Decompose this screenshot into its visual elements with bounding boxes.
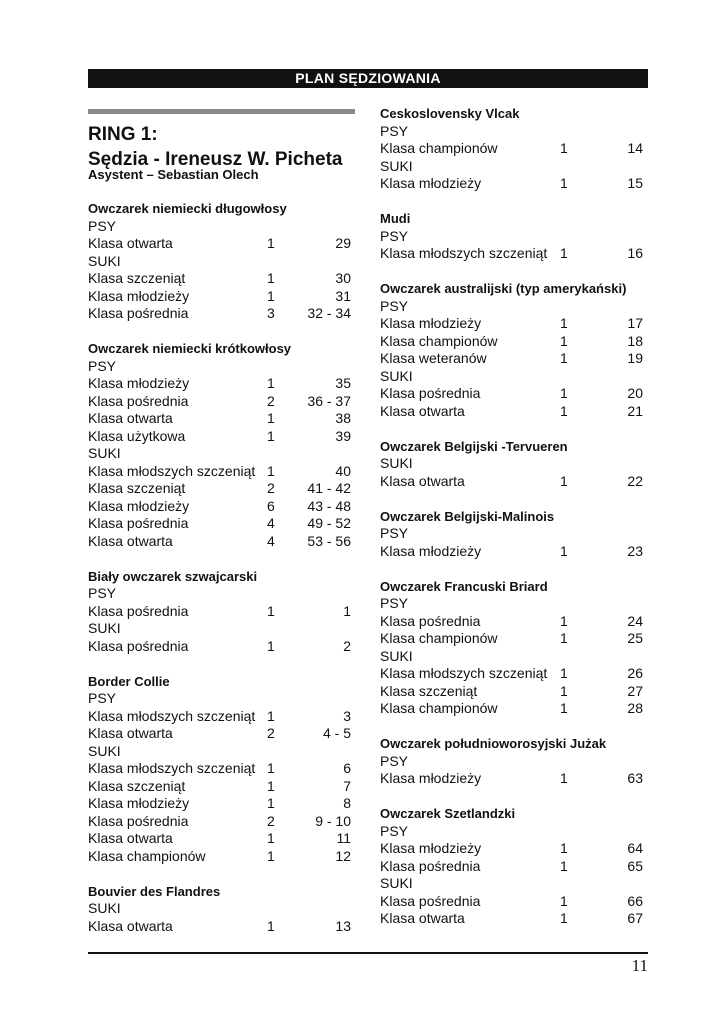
class-name: Klasa młodzieży <box>88 287 190 304</box>
class-name: Klasa młodszych szczeniąt <box>380 665 548 681</box>
catalog-numbers: 12 <box>335 847 351 864</box>
entry-count: 1 <box>560 840 568 856</box>
catalog-numbers: 39 <box>335 427 351 444</box>
breed-section <box>88 340 351 550</box>
catalog-numbers: 21 <box>627 402 643 419</box>
entry-count: 1 <box>560 332 568 349</box>
class-row <box>88 813 351 831</box>
entry-count: 1 <box>267 707 275 724</box>
breed-name: Bouvier des Flandres <box>88 883 221 899</box>
catalog-numbers: 4 - 5 <box>322 725 351 741</box>
catalog-numbers: 14 <box>627 140 643 156</box>
entry-count: 1 <box>560 402 568 419</box>
entry-count: 1 <box>560 700 568 716</box>
catalog-numbers: 22 <box>627 472 643 489</box>
class-name: Klasa młodzieży <box>380 542 482 559</box>
catalog-numbers: 27 <box>627 682 643 699</box>
class-name: Klasa młodzieży <box>88 795 190 811</box>
class-row <box>88 480 351 498</box>
entry-count: 4 <box>267 515 275 531</box>
class-name: Klasa użytkowa <box>88 427 186 444</box>
breed-section <box>88 200 351 323</box>
class-row <box>380 140 643 158</box>
class-name: Klasa championów <box>380 140 498 156</box>
class-row <box>380 473 643 491</box>
class-row <box>380 613 643 631</box>
entry-count: 1 <box>267 637 275 654</box>
breed-name: Owczarek Szetlandzki <box>380 806 516 821</box>
class-name: Klasa szczeniąt <box>88 777 186 794</box>
catalog-numbers: 31 <box>335 287 351 304</box>
catalog-numbers: 67 <box>627 910 643 926</box>
class-row <box>88 410 351 428</box>
catalog-numbers: 28 <box>627 700 643 716</box>
breed-name: Owczarek niemiecki długowłosy <box>88 201 287 216</box>
entry-count: 1 <box>560 350 568 366</box>
catalog-numbers: 13 <box>335 917 351 934</box>
left-column <box>88 200 351 953</box>
footer-divider <box>88 952 648 954</box>
class-row <box>88 778 351 796</box>
entry-count: 2 <box>267 812 275 829</box>
class-name: Klasa młodzieży <box>380 315 482 331</box>
entry-count: 1 <box>560 385 568 401</box>
ring-title: RING 1: <box>88 124 158 145</box>
entry-count: 1 <box>560 175 568 191</box>
catalog-numbers: 23 <box>627 542 643 559</box>
class-name: Klasa pośrednia <box>88 305 189 321</box>
entry-count: 3 <box>267 305 275 321</box>
sex-label: SUKI <box>380 367 413 384</box>
catalog-numbers: 66 <box>627 892 643 909</box>
class-row <box>380 893 643 911</box>
sex-label: PSY <box>88 585 117 601</box>
class-name: Klasa otwarta <box>88 830 173 846</box>
breed-name: Border Collie <box>88 673 170 689</box>
sex-label: SUKI <box>88 445 121 461</box>
breed-section <box>380 210 643 263</box>
class-row <box>380 858 643 876</box>
class-row <box>88 638 351 656</box>
class-name: Klasa młodzieży <box>380 770 482 786</box>
catalog-numbers: 35 <box>335 375 351 391</box>
class-name: Klasa otwarta <box>380 402 465 419</box>
entry-count: 1 <box>560 665 568 681</box>
entry-count: 1 <box>560 315 568 331</box>
entry-count: 1 <box>267 462 275 479</box>
entry-count: 2 <box>267 480 275 496</box>
class-name: Klasa pośrednia <box>380 612 481 629</box>
class-row <box>380 385 643 403</box>
entry-count: 2 <box>267 392 275 409</box>
class-row <box>88 498 351 516</box>
ring-divider <box>88 109 355 114</box>
class-row <box>380 543 643 561</box>
breed-section <box>380 438 643 491</box>
catalog-numbers: 24 <box>627 612 643 629</box>
catalog-numbers: 25 <box>627 630 643 646</box>
entry-count: 1 <box>267 270 275 286</box>
class-name: Klasa otwarta <box>88 725 173 741</box>
entry-count: 1 <box>267 777 275 794</box>
class-row <box>88 270 351 288</box>
class-name: Klasa pośrednia <box>88 602 189 619</box>
class-row <box>380 910 643 928</box>
entry-count: 1 <box>560 770 568 786</box>
class-name: Klasa championów <box>380 630 498 646</box>
class-row <box>88 603 351 621</box>
catalog-numbers: 19 <box>627 350 643 366</box>
breed-section <box>88 568 351 656</box>
class-row <box>88 795 351 813</box>
class-row <box>88 848 351 866</box>
class-row <box>380 700 643 718</box>
breed-name: Owczarek Belgijski-Malinois <box>380 508 555 524</box>
sex-label: SUKI <box>88 900 121 916</box>
class-name: Klasa młodzieży <box>380 840 482 856</box>
sex-label: PSY <box>88 217 117 234</box>
sex-label: SUKI <box>88 742 121 759</box>
class-row <box>88 760 351 778</box>
catalog-numbers: 1 <box>343 602 351 619</box>
sex-label: PSY <box>88 690 117 706</box>
catalog-numbers: 2 <box>343 637 351 654</box>
breed-name: Biały owczarek szwajcarski <box>88 568 258 584</box>
class-name: Klasa młodzieży <box>380 175 482 191</box>
class-name: Klasa szczeniąt <box>88 270 186 286</box>
entry-count: 1 <box>560 542 568 559</box>
class-row <box>88 830 351 848</box>
sex-label: PSY <box>380 525 409 541</box>
sex-label: SUKI <box>88 252 121 269</box>
breed-name: Owczarek południoworosyjski Jużak <box>380 736 607 751</box>
sex-label: SUKI <box>88 620 121 636</box>
class-name: Klasa młodzieży <box>88 375 190 391</box>
sex-label: SUKI <box>380 455 413 471</box>
breed-name: Owczarek Francuski Briard <box>380 578 548 594</box>
class-name: Klasa otwarta <box>88 532 173 549</box>
catalog-numbers: 53 - 56 <box>307 532 351 549</box>
catalog-numbers: 26 <box>627 665 643 681</box>
class-row <box>88 515 351 533</box>
catalog-numbers: 15 <box>627 175 643 191</box>
catalog-numbers: 8 <box>343 795 351 811</box>
entry-count: 1 <box>267 760 275 776</box>
entry-count: 4 <box>267 532 275 549</box>
breed-name: Ceskoslovensky Vlcak <box>380 106 520 121</box>
class-name: Klasa pośrednia <box>88 515 189 531</box>
class-name: Klasa młodszych szczeniąt <box>88 462 256 479</box>
entry-count: 1 <box>267 795 275 811</box>
catalog-numbers: 43 - 48 <box>307 497 351 514</box>
breed-section <box>380 805 643 928</box>
class-row <box>380 840 643 858</box>
catalog-numbers: 64 <box>627 840 643 856</box>
entry-count: 1 <box>560 472 568 489</box>
entry-count: 1 <box>267 375 275 391</box>
class-name: Klasa championów <box>88 847 206 864</box>
breed-name: Owczarek australijski (typ amerykański) <box>380 281 627 296</box>
class-name: Klasa weteranów <box>380 350 487 366</box>
class-row <box>88 375 351 393</box>
class-name: Klasa otwarta <box>380 910 465 926</box>
class-row <box>88 305 351 323</box>
class-row <box>88 288 351 306</box>
class-row <box>380 175 643 193</box>
sex-label: PSY <box>380 227 409 244</box>
entry-count: 1 <box>267 847 275 864</box>
sex-label: PSY <box>88 357 117 374</box>
class-row <box>380 245 643 263</box>
class-name: Klasa otwarta <box>88 235 173 251</box>
catalog-numbers: 18 <box>627 332 643 349</box>
entry-count: 1 <box>560 612 568 629</box>
entry-count: 1 <box>267 287 275 304</box>
class-row <box>88 393 351 411</box>
entry-count: 1 <box>560 140 568 156</box>
class-name: Klasa młodzieży <box>88 497 190 514</box>
ring-heading <box>88 122 368 172</box>
class-name: Klasa pośrednia <box>380 857 481 874</box>
catalog-numbers: 20 <box>627 385 643 401</box>
catalog-numbers: 3 <box>343 707 351 724</box>
class-row <box>88 235 351 253</box>
sex-label: PSY <box>380 822 409 839</box>
breed-section <box>380 508 643 561</box>
entry-count: 1 <box>267 830 275 846</box>
catalog-numbers: 32 - 34 <box>307 305 351 321</box>
catalog-numbers: 6 <box>343 760 351 776</box>
breed-name: Owczarek niemiecki krótkowłosy <box>88 341 292 356</box>
judge-name: Sędzia - Ireneusz W. Picheta <box>88 149 343 170</box>
catalog-numbers: 40 <box>335 462 351 479</box>
class-name: Klasa otwarta <box>88 410 173 426</box>
breed-section <box>88 673 351 866</box>
entry-count: 6 <box>267 497 275 514</box>
breed-section <box>380 735 643 788</box>
class-row <box>88 725 351 743</box>
class-row <box>88 463 351 481</box>
entry-count: 1 <box>560 682 568 699</box>
entry-count: 1 <box>560 892 568 909</box>
class-name: Klasa pośrednia <box>88 637 189 654</box>
class-row <box>380 630 643 648</box>
class-name: Klasa młodszych szczeniąt <box>88 760 256 776</box>
class-row <box>88 428 351 446</box>
catalog-numbers: 29 <box>335 235 351 251</box>
class-name: Klasa szczeniąt <box>380 682 478 699</box>
breed-section <box>380 105 643 193</box>
class-name: Klasa pośrednia <box>380 385 481 401</box>
catalog-numbers: 30 <box>335 270 351 286</box>
catalog-numbers: 7 <box>343 777 351 794</box>
catalog-numbers: 36 - 37 <box>307 392 351 409</box>
breed-section <box>380 578 643 718</box>
class-row <box>380 770 643 788</box>
entry-count: 1 <box>267 917 275 934</box>
entry-count: 1 <box>560 910 568 926</box>
class-name: Klasa championów <box>380 700 498 716</box>
entry-count: 1 <box>267 410 275 426</box>
catalog-numbers: 17 <box>627 315 643 331</box>
class-row <box>380 403 643 421</box>
entry-count: 1 <box>267 602 275 619</box>
sex-label: PSY <box>380 752 409 769</box>
page-number: 11 <box>631 956 648 975</box>
class-name: Klasa szczeniąt <box>88 480 186 496</box>
entry-count: 1 <box>267 235 275 251</box>
sex-label: PSY <box>380 297 409 314</box>
class-row <box>380 315 643 333</box>
entry-count: 1 <box>560 857 568 874</box>
sex-label: PSY <box>380 595 409 611</box>
class-row <box>380 333 643 351</box>
class-name: Klasa pośrednia <box>88 392 189 409</box>
sex-label: SUKI <box>380 157 413 174</box>
entry-count: 1 <box>560 630 568 646</box>
class-name: Klasa championów <box>380 332 498 349</box>
class-name: Klasa otwarta <box>380 472 465 489</box>
catalog-numbers: 49 - 52 <box>307 515 351 531</box>
class-name: Klasa otwarta <box>88 917 173 934</box>
class-name: Klasa młodszych szczeniąt <box>88 707 256 724</box>
entry-count: 2 <box>267 725 275 741</box>
breed-name: Owczarek Belgijski -Tervueren <box>380 438 568 454</box>
class-row <box>88 533 351 551</box>
assistant-name: Asystent – Sebastian Olech <box>88 167 259 182</box>
class-row <box>88 708 351 726</box>
catalog-numbers: 11 <box>336 830 351 846</box>
entry-count: 1 <box>267 427 275 444</box>
sex-label: SUKI <box>380 647 413 664</box>
entry-count: 1 <box>560 245 568 261</box>
class-row <box>88 918 351 936</box>
class-name: Klasa młodszych szczeniąt <box>380 245 548 261</box>
class-name: Klasa pośrednia <box>88 812 189 829</box>
class-row <box>380 350 643 368</box>
catalog-numbers: 41 - 42 <box>307 480 351 496</box>
breed-name: Mudi <box>380 211 411 226</box>
sex-label: SUKI <box>380 875 413 891</box>
class-name: Klasa pośrednia <box>380 892 481 909</box>
right-column <box>380 105 643 945</box>
sex-label: PSY <box>380 122 409 139</box>
catalog-numbers: 38 <box>335 410 351 426</box>
class-row <box>380 683 643 701</box>
catalog-numbers: 9 - 10 <box>315 812 351 829</box>
catalog-numbers: 65 <box>627 857 643 874</box>
breed-section <box>380 280 643 420</box>
page-header-title: PLAN SĘDZIOWANIA <box>88 69 648 88</box>
catalog-numbers: 16 <box>627 245 643 261</box>
breed-section <box>88 883 351 936</box>
catalog-numbers: 63 <box>627 770 643 786</box>
class-row <box>380 665 643 683</box>
